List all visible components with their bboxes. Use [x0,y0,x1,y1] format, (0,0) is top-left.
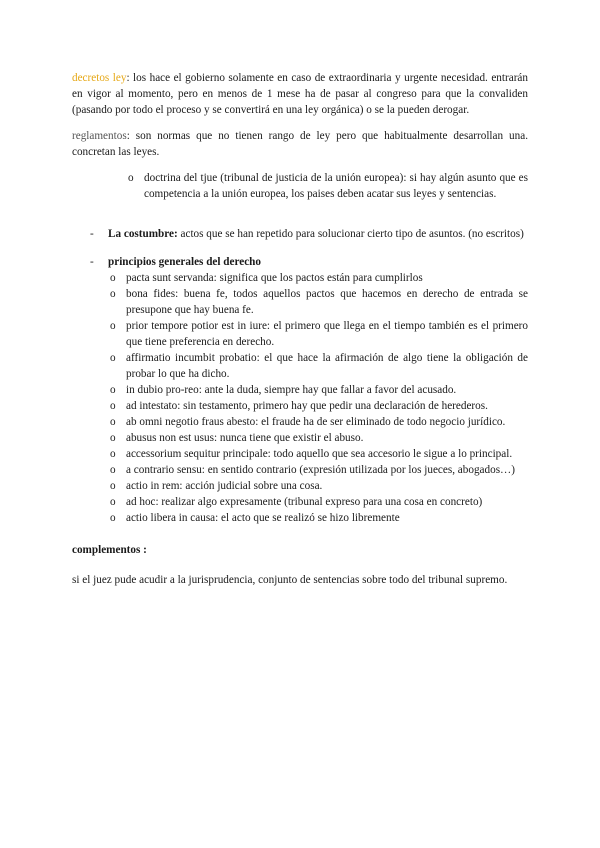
paragraph-decretos-ley [72,70,528,118]
principle-text: actio libera in causa: el acto que se realizó se hizo libremente [126,512,400,524]
paragraph-complementos: si el juez pude acudir a la jurisprudencia, conjunto de sentencias sobre todo del tribunal supremo. [72,574,508,586]
principle-text: ad hoc: realizar algo expresamente (tribunal expreso para una cosa en concreto) [126,496,483,508]
principle-text: abusus non est usus: nunca tiene que existir el abuso. [126,432,364,444]
principle-actio-in-rem [72,478,528,494]
paragraph-text: : son normas que no tienen rango de ley pero que habitualmente desarrollan una. concretan las leyes. [72,130,528,158]
bullet-circle-icon: o [110,512,116,524]
bullet-circle-icon: o [110,416,116,428]
principle-text: bona fides: buena fe, todos aquellos pactos que hacemos en derecho de entrada se presupone que hay buena fe. [126,288,528,316]
principle-prior-tempore [72,318,528,350]
dash-item-principios [72,254,528,270]
principle-accessorium [72,446,528,462]
bullet-circle-icon: o [110,480,116,492]
principle-text: accessorium sequitur principale: todo aquello que sea accesorio le sigue a lo principal. [126,448,513,460]
heading-complementos: complementos : [72,544,147,556]
bullet-circle-icon: o [110,272,116,284]
principle-actio-libera [72,510,528,526]
bullet-circle-icon: o [110,352,116,364]
bullet-circle-icon: o [110,432,116,444]
dash-item-costumbre [72,226,528,242]
principle-text: actio in rem: acción judicial sobre una cosa. [126,480,323,492]
bullet-dash-icon: - [90,228,94,240]
principle-text: ad intestato: sin testamento, primero hay que pedir una declaración de herederos. [126,400,488,412]
bullet-circle-icon: o [110,400,116,412]
principle-ad-hoc [72,494,528,510]
principle-text: prior tempore potior est in iure: el primero que llega en el tiempo también es el primero que tiene preferencia en derecho. [126,320,528,348]
term-principios-generales: principios generales del derecho [108,256,261,268]
term-reglamentos: reglamentos [72,130,127,142]
dash-item-text: actos que se han repetido para solucionar cierto tipo de asuntos. (no escritos) [177,228,524,240]
term-costumbre: La costumbre: [108,228,178,240]
sub-list [72,170,528,202]
bullet-circle-icon: o [128,172,134,184]
bullet-circle-icon: o [110,448,116,460]
principle-text: in dubio pro-reo: ante la duda, siempre hay que fallar a favor del acusado. [126,384,457,396]
list-item-text: doctrina del tjue (tribunal de justicia de la unión europea): si hay algún asunto que es competencia a la unión europea, los paises deben acatar sus leyes y sentencias. [144,172,528,200]
principles-list [72,270,528,526]
principle-ab-omni-negotio [72,414,528,430]
principle-ad-intestato [72,398,528,414]
principle-text: affirmatio incumbit probatio: el que hace la afirmación de algo tiene la obligación de probar lo que ha dicho. [126,352,528,380]
principle-text: a contrario sensu: en sentido contrario (expresión utilizada por los jueces, abogados…) [126,464,515,476]
principle-in-dubio-pro-reo [72,382,528,398]
paragraph-reglamentos [72,128,528,160]
list-item-doctrina-tjue [72,170,528,202]
principle-text: pacta sunt servanda: significa que los pactos están para cumplirlos [126,272,423,284]
principle-affirmatio [72,350,528,382]
principle-pacta-sunt-servanda [72,270,528,286]
bullet-dash-icon: - [90,256,94,268]
principle-a-contrario-sensu [72,462,528,478]
bullet-circle-icon: o [110,320,116,332]
bullet-circle-icon: o [110,288,116,300]
bullet-circle-icon: o [110,496,116,508]
bullet-circle-icon: o [110,464,116,476]
principle-bona-fides [72,286,528,318]
principle-text: ab omni negotio fraus abesto: el fraude ha de ser eliminado de todo negocio jurídico. [126,416,506,428]
principle-abusus [72,430,528,446]
paragraph-text: : los hace el gobierno solamente en caso de extraordinaria y urgente necesidad. entrarán en vigor al momento, pero en menos de 1 mese ha de pasar al congreso para que la convaliden (pasando por todo el proceso y se convertirá en una ley orgánica) o se la pueden derogar. [72,72,528,116]
term-decretos-ley: decretos ley [72,72,127,84]
bullet-circle-icon: o [110,384,116,396]
document-body [72,70,528,598]
